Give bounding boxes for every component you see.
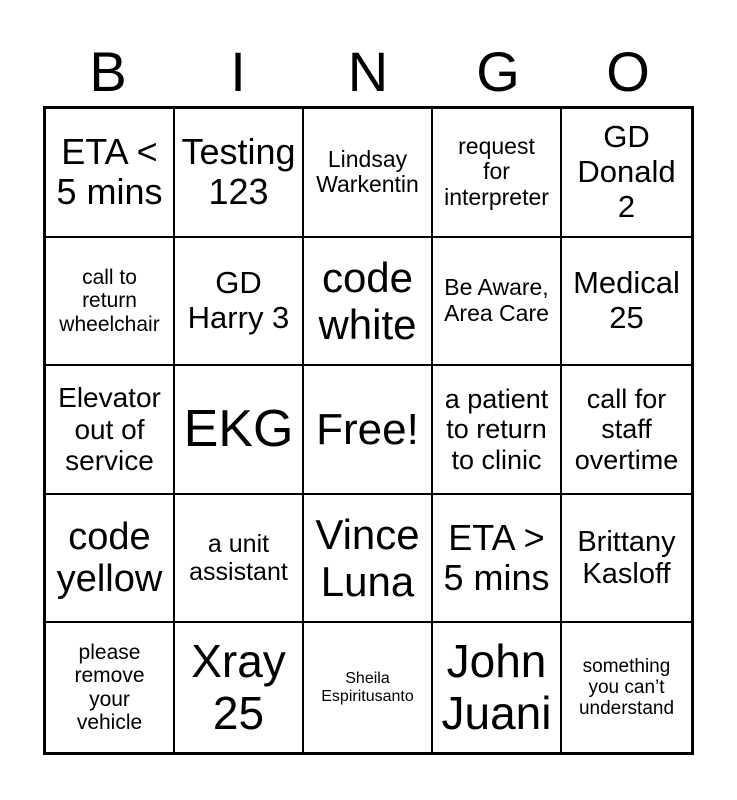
- cell-label: Free!: [316, 404, 419, 454]
- bingo-cell[interactable]: [175, 109, 304, 238]
- bingo-cell[interactable]: [304, 495, 433, 624]
- cell-label: GD Harry 3: [187, 265, 290, 335]
- bingo-cell[interactable]: [304, 238, 433, 367]
- cell-label: Sheila Espiritusanto: [321, 669, 414, 705]
- bingo-cell[interactable]: [433, 366, 562, 495]
- header-letter-b: B: [89, 40, 127, 103]
- bingo-cell[interactable]: [175, 623, 304, 752]
- cell-label: something you can’t understand: [578, 655, 675, 720]
- bingo-cell[interactable]: [562, 495, 691, 624]
- cell-label: Vince Luna: [315, 511, 420, 606]
- cell-label: Elevator out of service: [58, 382, 161, 477]
- bingo-cell[interactable]: [304, 109, 433, 238]
- cell-label: Testing 123: [181, 130, 296, 213]
- bingo-cell[interactable]: [433, 109, 562, 238]
- cell-label: a unit assistant: [189, 530, 288, 587]
- bingo-cell[interactable]: [46, 238, 175, 367]
- cell-label: please remove your vehicle: [74, 640, 145, 735]
- bingo-cell[interactable]: [562, 238, 691, 367]
- bingo-cell[interactable]: [562, 109, 691, 238]
- cell-label: Brittany Kasloff: [577, 525, 676, 591]
- cell-label: EKG: [183, 400, 294, 459]
- cell-label: code yellow: [56, 515, 163, 601]
- cell-label: call for staff overtime: [574, 384, 679, 475]
- bingo-header: [43, 40, 694, 104]
- bingo-cell[interactable]: [46, 366, 175, 495]
- bingo-cell[interactable]: [562, 623, 691, 752]
- cell-label: Lindsay Warkentin: [316, 145, 419, 198]
- cell-label: GD Donald 2: [577, 119, 676, 224]
- bingo-cell[interactable]: [175, 238, 304, 367]
- cell-label: ETA > 5 mins: [443, 516, 550, 599]
- bingo-cell[interactable]: [433, 623, 562, 752]
- header-letter-i: I: [230, 40, 246, 103]
- cell-label: a patient to return to clinic: [444, 384, 549, 475]
- bingo-cell[interactable]: [46, 495, 175, 624]
- bingo-cell[interactable]: [562, 366, 691, 495]
- header-letter-n: N: [347, 40, 389, 103]
- bingo-board: [43, 106, 694, 755]
- cell-label: call to return wheelchair: [59, 265, 160, 336]
- bingo-cell[interactable]: [433, 238, 562, 367]
- header-letter-g: G: [476, 40, 520, 103]
- cell-label: ETA < 5 mins: [56, 130, 163, 213]
- bingo-cell[interactable]: [46, 623, 175, 752]
- bingo-cell[interactable]: [46, 109, 175, 238]
- bingo-cell[interactable]: [175, 366, 304, 495]
- cell-label: John Juani: [441, 635, 552, 739]
- cell-label: Medical 25: [573, 265, 680, 335]
- bingo-cell[interactable]: [175, 495, 304, 624]
- bingo-cell[interactable]: [433, 495, 562, 624]
- bingo-cell[interactable]: [304, 623, 433, 752]
- free-space[interactable]: [304, 366, 433, 495]
- header-letter-o: O: [606, 40, 650, 103]
- cell-label: Xray 25: [191, 635, 286, 739]
- cell-label: code white: [318, 253, 417, 348]
- cell-label: request for interpreter: [444, 132, 549, 211]
- cell-label: Be Aware, Area Care: [444, 274, 549, 326]
